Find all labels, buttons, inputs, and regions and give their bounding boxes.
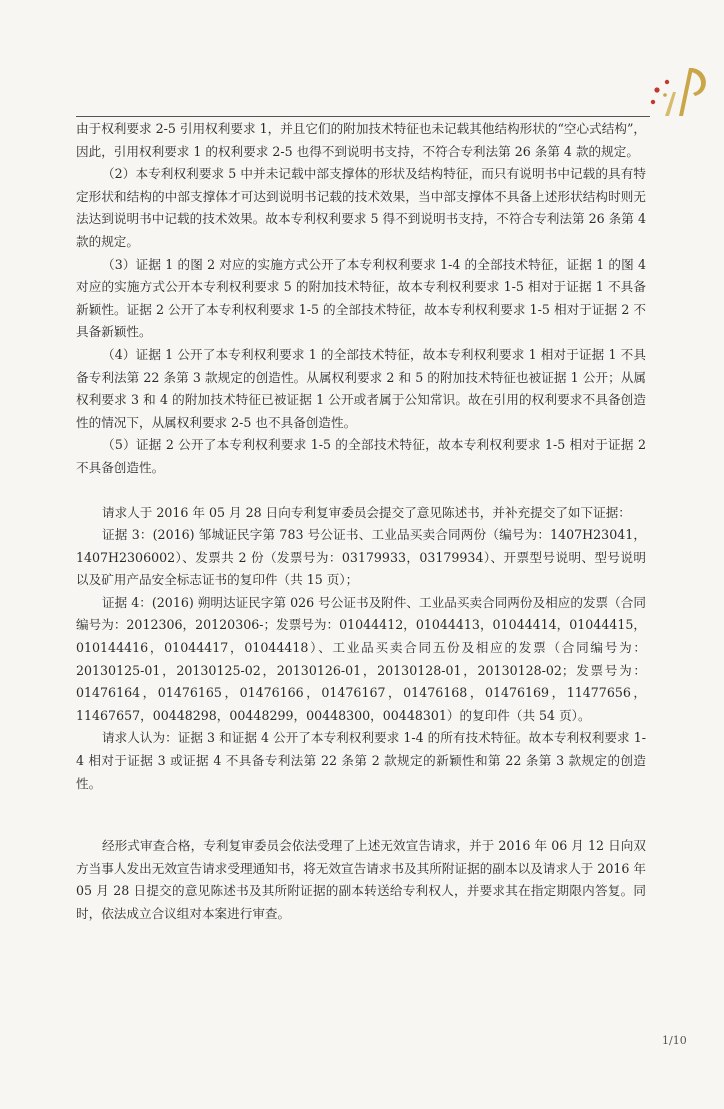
document-body xyxy=(76,118,646,926)
paragraph-p1: 由于权利要求 2-5 引用权利要求 1，并且它们的附加技术特征也未记载其他结构形状的“空心式结构”，因此，引用权利要求 1 的权利要求 2-5 也得不到说明书支持，不符合专利法第 26 条第 4 款的规定。 xyxy=(76,121,646,159)
page-number: 1/10 xyxy=(662,1034,687,1047)
header-rule xyxy=(76,116,650,117)
patent-office-logo-icon xyxy=(645,62,715,118)
paragraph-p9: 请求人认为：证据 3 和证据 4 公开了本专利权利要求 1-4 的所有技术特征。故本专利权利要求 1-4 相对于证据 3 或证据 4 不具备专利法第 22 条第 2 款规定的新颖性和第 22 条第 3 款规定的创造性。 xyxy=(76,730,646,791)
paragraph-p10: 经形式审查合格，专利复审委员会依法受理了上述无效宣告请求，并于 2016 年 06 月 12 日向双方当事人发出无效宣告请求受理通知书，将无效宣告请求书及其所附证据的副本以及请求人于 2016 年 05 月 28 日提交的意见陈述书及其所附证据的副本转送给专利权人，并要求其在指定期限内答复。同时，依法成立合议组对本案进行审查。 xyxy=(76,838,646,921)
paragraph-p8: 证据 4：(2016) 朔明达证民字第 026 号公证书及附件、工业品买卖合同两份及相应的发票（合同编号为：2012306，20120306-；发票号为：01044412，01044413，01044414，01044415，010144416，01044417，01044418）、工业品买卖合同五份及相应的发票（合同编号为： 20130125-01，20130125-02，20130126-01，20130128-01，20130128-02；发票号为：01476164，01476165，01476166，01476167，01476168，01476169，11477656，11467657，00448298，00448299，00448300，00448301）的复印件（共 54 页）。 xyxy=(76,594,646,723)
paragraph-p6: 请求人于 2016 年 05 月 28 日向专利复审委员会提交了意见陈述书，并补充提交了如下证据： xyxy=(102,504,631,520)
paragraph-p5: （5）证据 2 公开了本专利权利要求 1-5 的全部技术特征，故本专利权利要求 1-5 相对于证据 2 不具备创造性。 xyxy=(76,437,646,475)
paragraph-p4: （4）证据 1 公开了本专利权利要求 1 的全部技术特征，故本专利权利要求 1 相对于证据 1 不具备专利法第 22 条第 3 款规定的创造性。从属权利要求 2 和 5 的附加技术特征也被证据 1 公开；从属权利要求 3 和 4 的附加技术特征已被证据 1 公开或者属于公知常识。故在引用的权利要求不具备创造性的情况下，从属权利要求 2-5 也不具备创造性。 xyxy=(76,346,646,430)
paragraph-p3: （3）证据 1 的图 2 对应的实施方式公开了本专利权利要求 1-4 的全部技术特征，证据 1 的图 4 对应的实施方式公开本专利权利要求 5 的附加技术特征，故本专利权利要求 1-5 相对于证据 1 不具备新颖性。证据 2 公开了本专利权利要求 1-5 的全部技术特征，故本专利权利要求 1-5 相对于证据 2 不具备新颖性。 xyxy=(76,256,646,340)
paragraph-p7: 证据 3：(2016) 邹城证民字第 783 号公证书、工业品买卖合同两份（编号为：1407H23041，1407H2306002）、发票共 2 份（发票号为：03179933，03179934）、开票型号说明、型号说明以及矿用产品安全标志证书的复印件（共 15 页）； xyxy=(76,527,646,588)
paragraph-p2: （2）本专利权利要求 5 中并未记载中部支撑体的形状及结构特征，而只有说明书中记载的具有特定形状和结构的中部支撑体才可达到说明书记载的技术效果，当中部支撑体不具备上述形状结构时则无法达到说明书中记载的技术效果。故本专利权利要求 5 得不到说明书支持，不符合专利法第 26 条第 4 款的规定。 xyxy=(76,166,646,249)
